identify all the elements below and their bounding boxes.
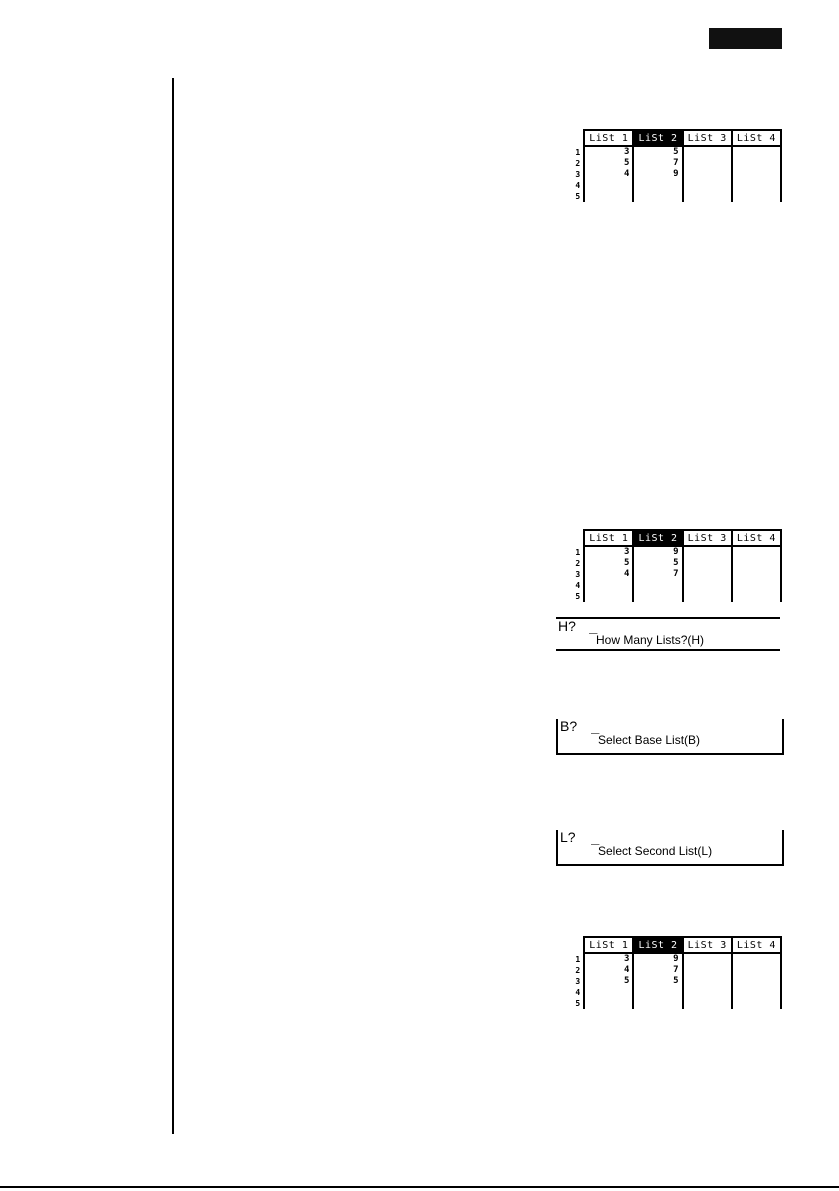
list-header-selected: LiSt 2 (633, 937, 682, 953)
table-cell (683, 180, 732, 191)
row-number: 3 (575, 570, 581, 579)
table-cell (683, 987, 732, 998)
table-cell (683, 569, 732, 580)
table-cell (732, 191, 781, 202)
page-tab-marker (709, 28, 782, 49)
page-bottom-rule (0, 1186, 839, 1188)
row-number: 4 (575, 181, 581, 190)
input-cursor[interactable]: _ (589, 618, 598, 634)
table-cell (732, 546, 781, 558)
row-number: 5 (575, 192, 581, 201)
table-cell (732, 580, 781, 591)
prompt-question: B? (560, 718, 578, 734)
prompt-question: H? (558, 618, 576, 634)
prompt-text: Select Base List(B) (598, 733, 701, 747)
table-cell (732, 591, 781, 602)
table-cell: 7 (633, 965, 682, 976)
table-cell (732, 953, 781, 965)
table-cell (732, 976, 781, 987)
table-cell (633, 180, 682, 191)
table-cell (732, 169, 781, 180)
table-cell (584, 998, 633, 1009)
list-table (529, 936, 782, 1009)
list-header-selected: LiSt 2 (633, 530, 682, 546)
table-cell (732, 158, 781, 169)
input-cursor[interactable]: _ (591, 829, 600, 845)
prompt-text: Select Second List(L) (598, 844, 713, 858)
list-header: LiSt 3 (683, 130, 732, 146)
table-cell (732, 558, 781, 569)
list-table (529, 129, 782, 202)
row-number: 3 (575, 170, 581, 179)
list-header-selected: LiSt 2 (633, 130, 682, 146)
table-row (529, 965, 781, 976)
list-header: LiSt 4 (732, 937, 781, 953)
prompt-question: L? (560, 829, 576, 845)
margin-rule (172, 78, 174, 1134)
table-cell (683, 558, 732, 569)
row-number: 1 (575, 547, 581, 557)
table-cell (584, 580, 633, 591)
table-cell (633, 191, 682, 202)
list-header: LiSt 3 (683, 530, 732, 546)
table-cell (584, 987, 633, 998)
table-cell: 3 (584, 146, 633, 158)
table-cell: 5 (584, 976, 633, 987)
table-cell (683, 953, 732, 965)
table-cell (584, 191, 633, 202)
table-cell (732, 180, 781, 191)
table-row (529, 158, 781, 169)
input-cursor[interactable]: _ (591, 718, 600, 734)
table-row (529, 558, 781, 569)
table-cell: 9 (633, 169, 682, 180)
list-header: LiSt 1 (584, 937, 633, 953)
calculator-screen-base-prompt (556, 719, 784, 755)
list-header: LiSt 1 (584, 130, 633, 146)
table-cell (683, 546, 732, 558)
table-cell (683, 998, 732, 1009)
table-cell (633, 591, 682, 602)
table-cell (584, 591, 633, 602)
table-cell (683, 158, 732, 169)
table-cell: 5 (633, 146, 682, 158)
row-number: 2 (575, 559, 581, 568)
list-header: LiSt 4 (732, 130, 781, 146)
table-cell (683, 591, 732, 602)
table-cell (732, 146, 781, 158)
table-cell (683, 580, 732, 591)
table-cell: 7 (633, 569, 682, 580)
table-cell (633, 998, 682, 1009)
table-cell (732, 569, 781, 580)
table-cell (683, 976, 732, 987)
table-row (529, 998, 781, 1009)
row-number: 2 (575, 159, 581, 168)
list-header: LiSt 3 (683, 937, 732, 953)
table-row (529, 546, 781, 558)
table-cell (683, 191, 732, 202)
table-row (529, 191, 781, 202)
table-row (529, 569, 781, 580)
table-row (529, 580, 781, 591)
table-cell (732, 987, 781, 998)
table-cell: 9 (633, 546, 682, 558)
table-cell: 7 (633, 158, 682, 169)
table-row (529, 180, 781, 191)
calculator-screen-list-prompt (529, 529, 782, 649)
table-cell (732, 965, 781, 976)
table-cell: 5 (584, 158, 633, 169)
table-cell: 3 (584, 546, 633, 558)
table-cell: 4 (584, 169, 633, 180)
table-cell (633, 987, 682, 998)
table-row (529, 976, 781, 987)
table-cell (683, 965, 732, 976)
table-row (529, 591, 781, 602)
table-cell: 9 (633, 953, 682, 965)
table-cell (633, 580, 682, 591)
row-number: 3 (575, 977, 581, 986)
row-number: 1 (575, 954, 581, 964)
table-row (529, 987, 781, 998)
table-cell (584, 180, 633, 191)
table-row (529, 953, 781, 965)
calculator-screen-second-prompt (556, 830, 784, 866)
table-cell: 5 (633, 558, 682, 569)
list-table (529, 529, 782, 602)
table-row (529, 146, 781, 158)
table-cell: 3 (584, 953, 633, 965)
row-number: 1 (575, 147, 581, 157)
calculator-screen-list-sorted (529, 936, 782, 1026)
row-number: 5 (575, 592, 581, 601)
table-cell (683, 146, 732, 158)
table-cell (732, 998, 781, 1009)
table-cell: 4 (584, 569, 633, 580)
row-number: 2 (575, 966, 581, 975)
row-number: 4 (575, 988, 581, 997)
row-number: 4 (575, 581, 581, 590)
prompt-text: How Many Lists?(H) (596, 633, 705, 647)
table-cell: 4 (584, 965, 633, 976)
list-header: LiSt 4 (732, 530, 781, 546)
list-header: LiSt 1 (584, 530, 633, 546)
prompt-area (556, 617, 780, 651)
table-cell: 5 (633, 976, 682, 987)
table-row (529, 169, 781, 180)
row-number: 5 (575, 999, 581, 1008)
table-cell (683, 169, 732, 180)
table-cell: 5 (584, 558, 633, 569)
calculator-screen-list-1 (529, 129, 782, 219)
